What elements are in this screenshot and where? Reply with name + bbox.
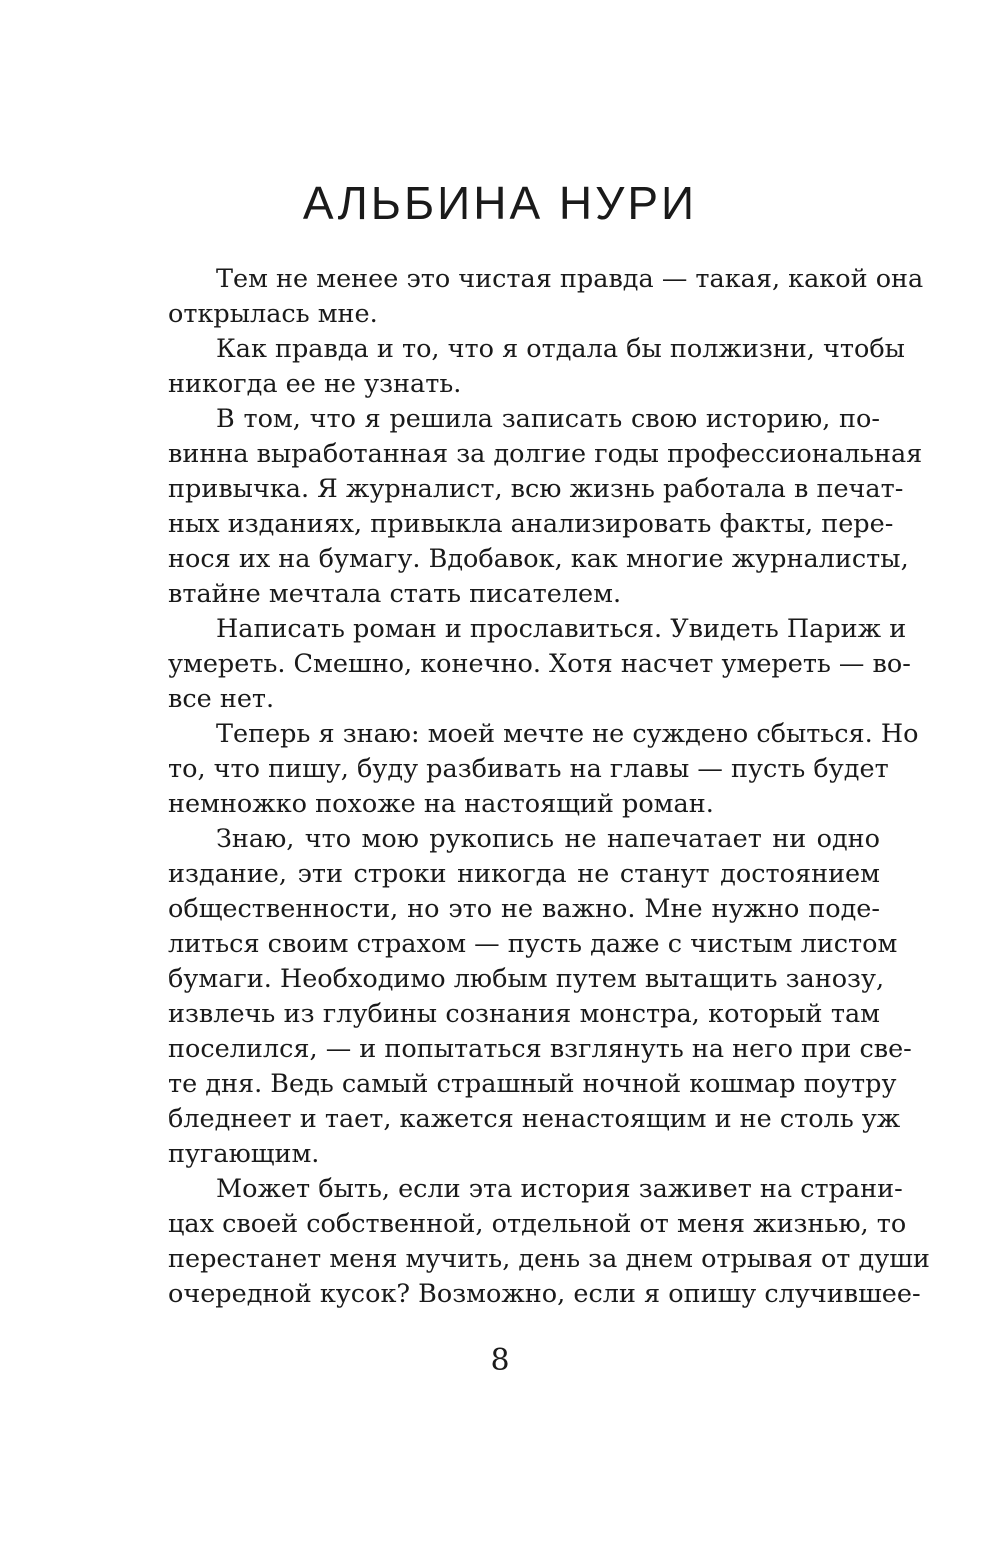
- text-line: бледнеет и тает, кажется ненастоящим и не столь уж: [168, 1104, 901, 1134]
- text-line: перестанет меня мучить, день за днем отрывая от души: [168, 1244, 930, 1274]
- text-line: то, что пишу, буду разбивать на главы — пусть будет: [168, 754, 889, 784]
- text-line: В том, что я решила записать свою историю, по-: [216, 404, 880, 434]
- text-line: втайне мечтала стать писателем.: [168, 579, 622, 609]
- text-line: Знаю, что мою рукопись не напечатает ни одно: [216, 824, 880, 854]
- running-head-author: АЛЬБИНА НУРИ: [302, 177, 698, 229]
- text-line: поселился, — и попытаться взглянуть на него при све-: [168, 1034, 912, 1064]
- text-line: привычка. Я журналист, всю жизнь работала в печат-: [168, 474, 904, 504]
- text-line: бумаги. Необходимо любым путем вытащить занозу,: [168, 964, 885, 994]
- text-line: нося их на бумагу. Вдобавок, как многие журналисты,: [168, 544, 909, 574]
- text-line: винна выработанная за долгие годы профессиональная: [168, 439, 923, 469]
- paragraph: [168, 332, 905, 402]
- paragraph: [168, 822, 912, 1172]
- paragraph: [168, 402, 923, 612]
- text-line: пугающим.: [168, 1139, 320, 1169]
- text-line: немножко похоже на настоящий роман.: [168, 789, 714, 819]
- paragraph: [168, 717, 919, 822]
- text-line: никогда ее не узнать.: [168, 369, 462, 399]
- body-text: [168, 262, 930, 1312]
- text-line: Может быть, если эта история заживет на страни-: [216, 1174, 903, 1204]
- text-line: те дня. Ведь самый страшный ночной кошмар поутру: [168, 1069, 897, 1099]
- text-line: цах своей собственной, отдельной от меня жизнью, то: [168, 1209, 907, 1239]
- text-line: общественности, но это не важно. Мне нужно поде-: [168, 894, 880, 924]
- text-line: Как правда и то, что я отдала бы полжизни, чтобы: [216, 334, 905, 364]
- paragraph: [168, 262, 924, 332]
- text-line: издание, эти строки никогда не станут достоянием: [168, 859, 880, 889]
- text-line: Тем не менее это чистая правда — такая, какой она: [216, 264, 924, 294]
- text-line: литься своим страхом — пусть даже с чистым листом: [168, 929, 898, 959]
- text-line: очередной кусок? Возможно, если я опишу случившее-: [168, 1279, 921, 1309]
- paragraph: [168, 612, 911, 717]
- text-line: открылась мне.: [168, 299, 378, 329]
- text-line: извлечь из глубины сознания монстра, который там: [168, 999, 880, 1029]
- text-line: Написать роман и прославиться. Увидеть Париж и: [216, 614, 907, 644]
- text-line: ных изданиях, привыкла анализировать факты, пере-: [168, 509, 894, 539]
- text-line: Теперь я знаю: моей мечте не суждено сбыться. Но: [216, 719, 919, 749]
- text-line: все нет.: [168, 684, 275, 714]
- page-number: 8: [490, 1343, 510, 1378]
- text-line: умереть. Смешно, конечно. Хотя насчет умереть — во-: [168, 649, 911, 679]
- paragraph: [168, 1172, 930, 1312]
